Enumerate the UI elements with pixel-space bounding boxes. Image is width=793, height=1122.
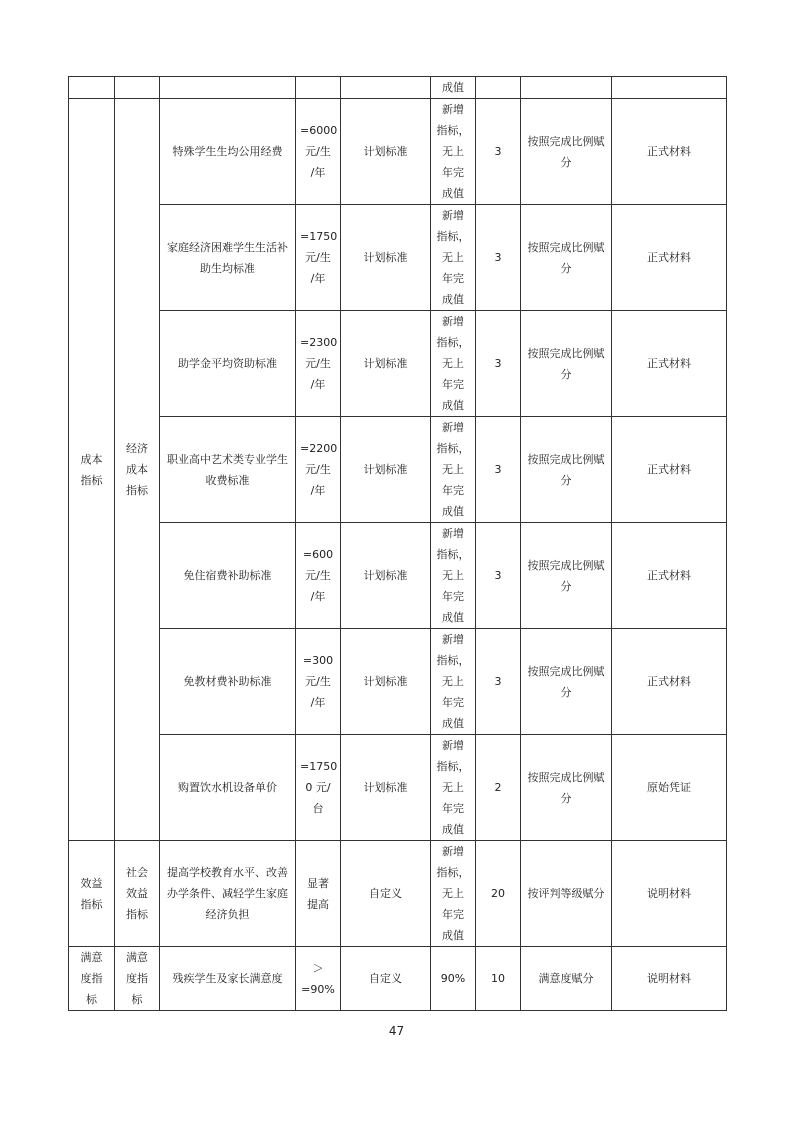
- cell-evidence: 说明材料: [612, 841, 727, 947]
- cell-basis: 自定义: [341, 841, 431, 947]
- cell-evidence: 正式材料: [612, 629, 727, 735]
- cell-level2-satisfaction: 满意 度指 标: [115, 947, 160, 1011]
- cell-indicator-value: =6000 元/生 /年: [296, 99, 341, 205]
- cell-indicator-name: 购置饮水机设备单价: [160, 735, 296, 841]
- cell-indicator-name: 免住宿费补助标准: [160, 523, 296, 629]
- cell-indicator-value: =1750 0 元/ 台: [296, 735, 341, 841]
- cell-prev-value: 新增 指标， 无上 年完 成值: [431, 735, 476, 841]
- cell-indicator-name: 职业高中艺术类专业学生 收费标准: [160, 417, 296, 523]
- cell-scoring-method: 按照完成比例赋 分: [521, 311, 612, 417]
- cell-evidence: 说明材料: [612, 947, 727, 1011]
- cell-indicator-name: 助学金平均资助标准: [160, 311, 296, 417]
- cell-method: [521, 77, 612, 99]
- cell-value: [296, 77, 341, 99]
- cell-basis: 计划标准: [341, 735, 431, 841]
- cell-scoring-method: 按照完成比例赋 分: [521, 735, 612, 841]
- cell-basis: 自定义: [341, 947, 431, 1011]
- cell-prev-value: 新增 指标， 无上 年完 成值: [431, 523, 476, 629]
- table-row-satisfaction: [69, 947, 727, 1011]
- table-row-top-continuation: [69, 77, 727, 99]
- cell-weight: 20: [476, 841, 521, 947]
- cell-evidence: 正式材料: [612, 417, 727, 523]
- cell-prev-value: 新增 指标， 无上 年完 成值: [431, 99, 476, 205]
- table-row: [69, 311, 727, 417]
- table-row: [69, 735, 727, 841]
- cell-indicator-name: 家庭经济困难学生生活补 助生均标准: [160, 205, 296, 311]
- cell-weight: 10: [476, 947, 521, 1011]
- cell-evidence: [612, 77, 727, 99]
- cell-level1-benefit: 效益 指标: [69, 841, 115, 947]
- cell-indicator-value: ＞ =90%: [296, 947, 341, 1011]
- cell-evidence: 正式材料: [612, 99, 727, 205]
- cell-weight: 3: [476, 629, 521, 735]
- cell-weight: 3: [476, 205, 521, 311]
- cell-basis: 计划标准: [341, 629, 431, 735]
- cell-evidence: 正式材料: [612, 205, 727, 311]
- cell-scoring-method: 按照完成比例赋 分: [521, 523, 612, 629]
- cell-prev-value: 成值: [431, 77, 476, 99]
- cell-indicator-value: =1750 元/生 /年: [296, 205, 341, 311]
- cell-weight: 3: [476, 311, 521, 417]
- cell-evidence: 正式材料: [612, 311, 727, 417]
- cell-basis: 计划标准: [341, 311, 431, 417]
- cell-level2-economic-cost: 经济 成本 指标: [115, 99, 160, 841]
- cell-basis: 计划标准: [341, 417, 431, 523]
- cell-level1: [69, 77, 115, 99]
- table-row: [69, 99, 727, 205]
- cell-indicator-value: =2300 元/生 /年: [296, 311, 341, 417]
- cell-indicator-value: =300 元/生 /年: [296, 629, 341, 735]
- cell-indicator-name: 特殊学生生均公用经费: [160, 99, 296, 205]
- cell-scoring-method: 按评判等级赋分: [521, 841, 612, 947]
- cell-name: [160, 77, 296, 99]
- cell-scoring-method: 按照完成比例赋 分: [521, 99, 612, 205]
- cell-prev-value: 90%: [431, 947, 476, 1011]
- cell-prev-value: 新增 指标， 无上 年完 成值: [431, 841, 476, 947]
- cell-evidence: 原始凭证: [612, 735, 727, 841]
- table-row: [69, 205, 727, 311]
- cell-basis: 计划标准: [341, 523, 431, 629]
- cell-level2-social-benefit: 社会 效益 指标: [115, 841, 160, 947]
- cell-indicator-value: =600 元/生 /年: [296, 523, 341, 629]
- cell-indicator-name: 提高学校教育水平、改善 办学条件、减轻学生家庭 经济负担: [160, 841, 296, 947]
- cell-prev-value: 新增 指标， 无上 年完 成值: [431, 205, 476, 311]
- page-number: 47: [388, 1024, 405, 1038]
- table-row: [69, 629, 727, 735]
- cell-weight: 2: [476, 735, 521, 841]
- cell-level1-cost: 成本 指标: [69, 99, 115, 841]
- cell-level2: [115, 77, 160, 99]
- cell-indicator-value: 显著 提高: [296, 841, 341, 947]
- cell-prev-value: 新增 指标， 无上 年完 成值: [431, 311, 476, 417]
- cell-scoring-method: 按照完成比例赋 分: [521, 629, 612, 735]
- cell-weight: [476, 77, 521, 99]
- cell-indicator-name: 免教材费补助标准: [160, 629, 296, 735]
- cell-scoring-method: 满意度赋分: [521, 947, 612, 1011]
- cell-level1-satisfaction: 满意 度指 标: [69, 947, 115, 1011]
- table-row: [69, 523, 727, 629]
- cell-indicator-value: =2200 元/生 /年: [296, 417, 341, 523]
- cell-prev-value: 新增 指标， 无上 年完 成值: [431, 417, 476, 523]
- cell-weight: 3: [476, 523, 521, 629]
- cell-scoring-method: 按照完成比例赋 分: [521, 417, 612, 523]
- cell-prev-value: 新增 指标， 无上 年完 成值: [431, 629, 476, 735]
- cell-basis: [341, 77, 431, 99]
- table-row: [69, 417, 727, 523]
- cell-scoring-method: 按照完成比例赋 分: [521, 205, 612, 311]
- cell-basis: 计划标准: [341, 205, 431, 311]
- performance-indicator-table: [68, 76, 727, 1011]
- table-row-benefit: [69, 841, 727, 947]
- cell-indicator-name: 残疾学生及家长满意度: [160, 947, 296, 1011]
- cell-evidence: 正式材料: [612, 523, 727, 629]
- cell-weight: 3: [476, 417, 521, 523]
- cell-weight: 3: [476, 99, 521, 205]
- cell-basis: 计划标准: [341, 99, 431, 205]
